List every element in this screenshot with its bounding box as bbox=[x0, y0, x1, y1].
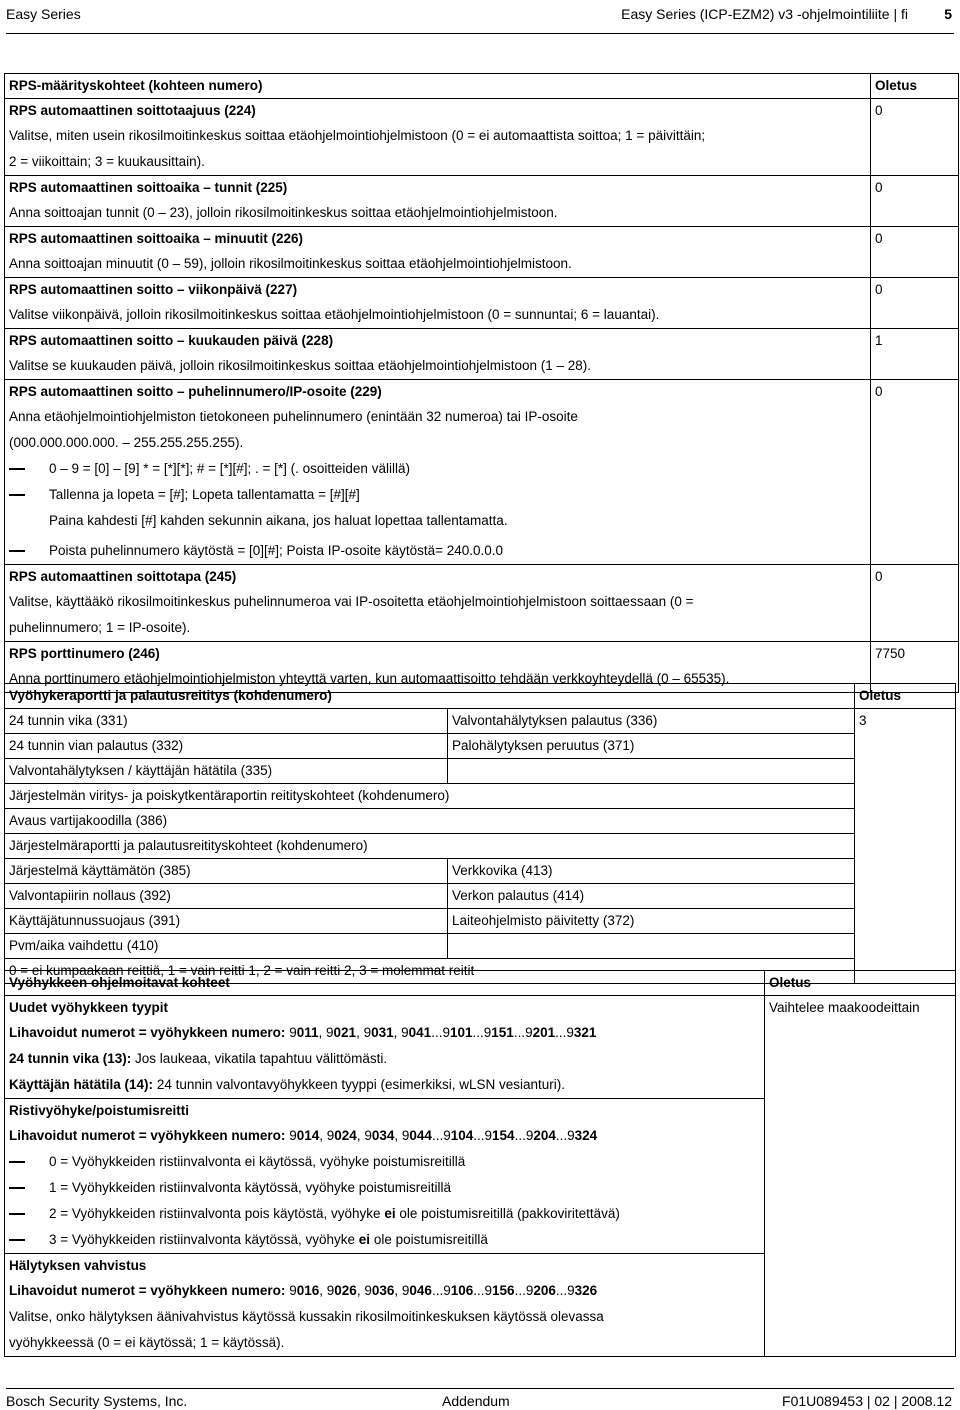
row-title: RPS automaattinen soitto – puhelinnumero/IP-osoite (229) bbox=[9, 384, 382, 399]
row-229 bbox=[5, 380, 871, 565]
row-title: RPS automaattinen soitto – kuukauden päivä (228) bbox=[9, 333, 334, 348]
bullet-text: ole poistumisreitillä (pakkoviritettävä) bbox=[395, 1206, 620, 1221]
section-title: Uudet vyöhykkeen tyypit bbox=[9, 1000, 169, 1015]
zone-number-label: Lihavoidut numerot = vyöhykkeen numero: bbox=[9, 1283, 286, 1298]
zone-number-label: Lihavoidut numerot = vyöhykkeen numero: bbox=[9, 1025, 286, 1040]
zone-number-list: 9014, 9024, 9034, 9044...9104...9154...9204...9324 bbox=[289, 1128, 598, 1143]
footer-section: Addendum bbox=[442, 1393, 510, 1409]
zone-number-list: 9011, 9021, 9031, 9041...9101...9151...9201...9321 bbox=[289, 1025, 597, 1040]
route-item: Valvontahälytyksen / käyttäjän hätätila (335) bbox=[5, 759, 448, 784]
route-item: Palohälytyksen peruutus (371) bbox=[448, 734, 855, 759]
default-header: Oletus bbox=[855, 684, 956, 709]
route-item: Valvontahälytyksen palautus (336) bbox=[448, 709, 855, 734]
section-desc: vyöhykkeessä (0 = ei käytössä; 1 = käytössä). bbox=[9, 1335, 285, 1350]
section-title: Järjestelmän viritys- ja poiskytkentäraportin reitityskohteet (kohdenumero) bbox=[5, 784, 855, 809]
bullet-item: 0 = Vyöhykkeiden ristiinvalvonta ei käytössä, vyöhyke poistumisreitillä bbox=[9, 1149, 760, 1175]
bullet-text: 3 = Vyöhykkeiden ristiinvalvonta käytössä, vyöhyke bbox=[49, 1232, 359, 1247]
zone-type-label: Käyttäjän hätätila (14): bbox=[9, 1077, 154, 1092]
zone-type-label: 24 tunnin vika (13): bbox=[9, 1051, 132, 1066]
section-title: Järjestelmäraportti ja palautusreitityskohteet (kohdenumero) bbox=[5, 834, 855, 859]
bullet-item: Tallenna ja lopeta = [#]; Lopeta tallentamatta = [#][#] bbox=[9, 482, 866, 508]
row-226 bbox=[5, 227, 871, 278]
page-number: 5 bbox=[944, 6, 952, 22]
section-title: Hälytyksen vahvistus bbox=[9, 1258, 147, 1273]
zone-type-14 bbox=[9, 1072, 760, 1098]
route-item: Valvontapiirin nollaus (392) bbox=[5, 884, 448, 909]
row-224 bbox=[5, 99, 871, 176]
zone-programming-table bbox=[4, 970, 956, 1357]
default-value: 0 bbox=[871, 227, 959, 278]
zone-type-desc: 24 tunnin valvontavyöhykkeen tyyppi (esimerkiksi, wLSN vesianturi). bbox=[156, 1077, 565, 1092]
row-title: RPS automaattinen soittoaika – minuutit (226) bbox=[9, 231, 304, 246]
default-value: 0 bbox=[871, 176, 959, 227]
default-value: 0 bbox=[871, 99, 959, 176]
row-desc: Anna soittoajan minuutit (0 – 59), jolloin rikosilmoitinkeskus soittaa etäohjelmointiohjelmistoon. bbox=[9, 256, 572, 271]
page-header bbox=[6, 0, 954, 34]
row-desc: Anna soittoajan tunnit (0 – 23), jolloin rikosilmoitinkeskus soittaa etäohjelmointiohjelmistoon. bbox=[9, 205, 558, 220]
bullet-item: 1 = Vyöhykkeiden ristiinvalvonta käytössä, vyöhyke poistumisreitillä bbox=[9, 1175, 760, 1201]
row-245 bbox=[5, 565, 871, 642]
row-title: RPS automaattinen soittotapa (245) bbox=[9, 569, 237, 584]
page-footer bbox=[6, 1388, 954, 1410]
bullet-item: Poista puhelinnumero käytöstä = [0][#]; Poista IP-osoite käytöstä= 240.0.0.0 bbox=[9, 538, 866, 564]
zone-number-line bbox=[9, 1278, 760, 1304]
route-item: Järjestelmä käyttämätön (385) bbox=[5, 859, 448, 884]
default-value: 7750 bbox=[871, 642, 959, 693]
footer-doc-id: F01U089453 | 02 | 2008.12 bbox=[782, 1393, 952, 1409]
row-title: RPS automaattinen soittotaajuus (224) bbox=[9, 103, 256, 118]
section-desc: Valitse, onko hälytyksen äänivahvistus käytössä kussakin rikosilmoitinkeskuksen käytössä olevassa bbox=[9, 1309, 604, 1324]
route-item: Laiteohjelmisto päivitetty (372) bbox=[448, 909, 855, 934]
row-title: RPS automaattinen soittoaika – tunnit (225) bbox=[9, 180, 288, 195]
alarm-verification-section bbox=[5, 1254, 765, 1357]
rps-table-header: RPS-määrityskohteet (kohteen numero) bbox=[5, 74, 871, 99]
row-desc: Anna porttinumero etäohjelmointiohjelmiston yhteyttä varten, kun automaattisoitto tehdään verkkoyhteydellä (0 – 65535). bbox=[9, 671, 730, 686]
zone-type-desc: Jos laukeaa, vikatila tapahtuu välittömästi. bbox=[135, 1051, 388, 1066]
bullet-item bbox=[9, 1201, 760, 1227]
default-value: 0 bbox=[871, 565, 959, 642]
bullet-item bbox=[9, 1227, 760, 1253]
route-item: Avaus vartijakoodilla (386) bbox=[5, 809, 855, 834]
default-value: 0 bbox=[871, 278, 959, 329]
default-value: 0 bbox=[871, 380, 959, 565]
row-desc: (000.000.000.000. – 255.255.255.255). bbox=[9, 435, 244, 450]
empty-cell bbox=[448, 759, 855, 784]
bullet-emphasis: ei bbox=[358, 1232, 371, 1247]
route-item: 24 tunnin vian palautus (332) bbox=[5, 734, 448, 759]
zone-number-label: Lihavoidut numerot = vyöhykkeen numero: bbox=[9, 1128, 286, 1143]
default-header: Oletus bbox=[765, 971, 956, 996]
header-title: Easy Series bbox=[6, 6, 81, 22]
bullet-text: 2 = Vyöhykkeiden ristiinvalvonta pois käytöstä, vyöhyke bbox=[49, 1206, 385, 1221]
route-item: Verkkovika (413) bbox=[448, 859, 855, 884]
zone-number-line bbox=[9, 1123, 760, 1149]
default-value: 3 bbox=[855, 709, 956, 984]
zone-report-table bbox=[4, 683, 956, 984]
zone-programming-header: Vyöhykkeen ohjelmoitavat kohteet bbox=[5, 971, 765, 996]
route-item: Pvm/aika vaihdettu (410) bbox=[5, 934, 448, 959]
bullet-text: ole poistumisreitillä bbox=[370, 1232, 488, 1247]
route-item: Verkon palautus (414) bbox=[448, 884, 855, 909]
row-desc: Valitse, käyttääkö rikosilmoitinkeskus puhelinnumeroa vai IP-osoitetta etäohjelmointiohjelmistoon soittaessaan (0 = bbox=[9, 594, 694, 609]
row-desc: Valitse se kuukauden päivä, jolloin rikosilmoitinkeskus soittaa etäohjelmointiohjelmistoon (1 – 28). bbox=[9, 358, 592, 373]
bullet-item: 0 – 9 = [0] – [9] * = [*][*]; # = [*][#]; . = [*] (. osoitteiden välillä) bbox=[9, 456, 866, 482]
default-header: Oletus bbox=[871, 74, 959, 99]
route-item: 24 tunnin vika (331) bbox=[5, 709, 448, 734]
row-desc: 2 = viikoittain; 3 = kuukausittain). bbox=[9, 154, 205, 169]
row-title: RPS porttinumero (246) bbox=[9, 646, 160, 661]
header-subtitle: Easy Series (ICP-EZM2) v3 -ohjelmointiliite | fi bbox=[621, 6, 908, 22]
cross-zone-section bbox=[5, 1099, 765, 1254]
section-title: Ristivyöhyke/poistumisreitti bbox=[9, 1103, 190, 1118]
row-desc: puhelinnumero; 1 = IP-osoite). bbox=[9, 620, 191, 635]
route-note: 0 = ei kumpaakaan reittiä, 1 = vain reitti 1, 2 = vain reitti 2, 3 = molemmat reitit bbox=[5, 959, 855, 984]
rps-table bbox=[4, 73, 959, 693]
zone-number-line bbox=[9, 1020, 760, 1046]
zone-types-section bbox=[5, 996, 765, 1099]
zone-report-header: Vyöhykeraportti ja palautusreititys (kohdenumero) bbox=[5, 684, 855, 709]
row-desc: Anna etäohjelmointiohjelmiston tietokoneen puhelinnumero (enintään 32 numeroa) tai IP-osoite bbox=[9, 409, 578, 424]
bullet-note: Paina kahdesti [#] kahden sekunnin aikana, jos haluat lopettaa tallentamatta. bbox=[49, 513, 508, 528]
zone-number-list: 9016, 9026, 9036, 9046...9106...9156...9206...9326 bbox=[289, 1283, 598, 1298]
row-title: RPS automaattinen soitto – viikonpäivä (227) bbox=[9, 282, 298, 297]
footer-company: Bosch Security Systems, Inc. bbox=[6, 1393, 188, 1409]
bullet-emphasis: ei bbox=[384, 1206, 396, 1221]
row-225 bbox=[5, 176, 871, 227]
default-value: Vaihtelee maakoodeittain bbox=[765, 996, 956, 1357]
zone-type-13 bbox=[9, 1046, 760, 1072]
row-228 bbox=[5, 329, 871, 380]
empty-cell bbox=[448, 934, 855, 959]
row-desc: Valitse, miten usein rikosilmoitinkeskus soittaa etäohjelmointiohjelmistoon (0 = ei automaattista soittoa; 1 = päivittäin; bbox=[9, 128, 706, 143]
route-item: Käyttäjätunnussuojaus (391) bbox=[5, 909, 448, 934]
row-desc: Valitse viikonpäivä, jolloin rikosilmoitinkeskus soittaa etäohjelmointiohjelmistoon (0 = sunnuntai; 6 = lauantai). bbox=[9, 307, 660, 322]
default-value: 1 bbox=[871, 329, 959, 380]
row-227 bbox=[5, 278, 871, 329]
